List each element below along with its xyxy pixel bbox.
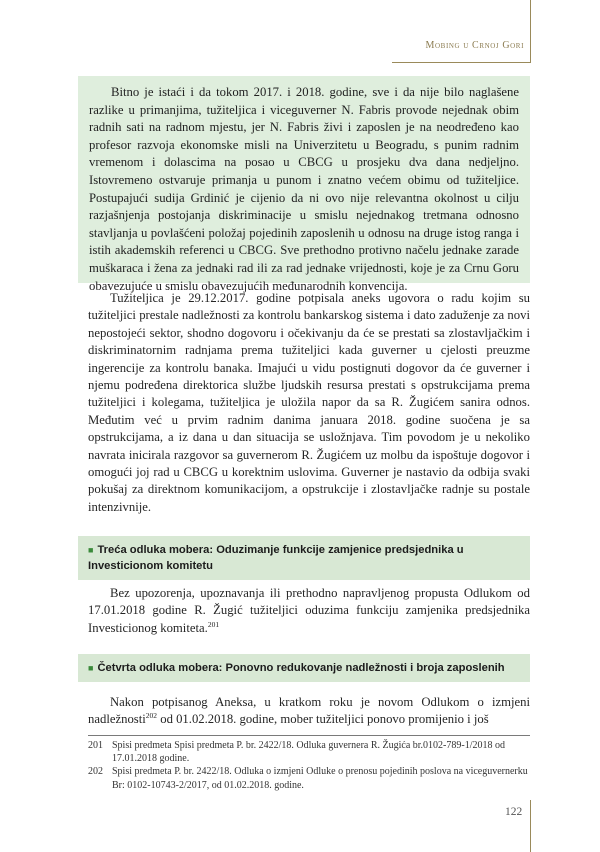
body-paragraph-2 xyxy=(88,585,530,637)
footnote-text: Spisi predmeta P. br. 2422/18. Odluka o izmjeni Odluke o prenosu pojedinih poslova na viceguvernerku Br: 0102-10743-2/2017, od 01.02.2018. godine. xyxy=(112,766,528,791)
running-header: Mobing u Crnoj Gori xyxy=(425,40,524,51)
footnotes xyxy=(88,739,530,792)
boxed-paragraph: Bitno je istaći i da tokom 2017. i 2018. godine, sve i da nije bilo naglašene razlike u primanjima, tužiteljica i viceguverner N. Fabris provode nejednak obim radnih sati na radnom mjestu, jer N. Fabris živi i zaposlen je na neodređeno kao profesor razvoja ekonomske misli na Univerzitetu u Beogradu, s punim radnim vremenom i dolascima na posao u CBCG u prosjeku dva dana nedjeljno. Istovremeno ostvaruje primanja u punom i znatno većem obimu od tužiteljice. Postupajući sudija Grdinić je cijenio da ni ovo nije relevantna okolnost u cilju razjašnjenja postojanja diskriminacije u smislu nejednakog tretmana odnosno stavljanja u povlašćeni položaj pojedinih zaposlenih u odnosu na druge istog ranga i istih akademskih referenci u CBCG. Sve prethodno protivno načelu jednake zarade muškaraca i žena za jednaki rad ili za rad jednake vrijednosti, koje je za Crnu Goru obavezujuće u smislu obavezujućih međunarodnih konvencija. xyxy=(89,85,519,293)
footnote xyxy=(88,765,530,791)
section-heading-3 xyxy=(78,536,530,580)
header-rule-vertical xyxy=(530,0,531,62)
section-heading-4 xyxy=(78,654,530,682)
footnote-ref-202[interactable]: 202 xyxy=(145,711,158,721)
body-paragraph-3-text-a: Nakon potpisanog Aneksa, u kratkom roku je novom Odlukom o izmjeni nadležnosti xyxy=(88,695,530,727)
highlight-box xyxy=(78,76,530,293)
footnote xyxy=(88,739,530,765)
section-heading-3-text: Treća odluka mobera: Oduzimanje funkcije zamjenice predsjednika u Investicionom komitetu xyxy=(88,544,464,572)
body-paragraph-1-container xyxy=(88,290,530,516)
body-paragraph-2-text: Bez upozorenja, upoznavanja ili prethodno napravljenog propusta Odlukom od 17.01.2018 godine R. Žugić tužiteljici oduzima funkciju zamjenika predsjednika Investicionog komiteta. xyxy=(88,586,530,635)
body-paragraph-2-container xyxy=(88,585,530,637)
footnote-divider xyxy=(88,735,530,736)
section-heading-4-text: Četvrta odluka mobera: Ponovno redukovanje nadležnosti i broja zaposlenih xyxy=(97,662,505,674)
footnote-number: 201 xyxy=(88,740,103,751)
body-paragraph-1: Tužiteljica je 29.12.2017. godine potpisala aneks ugovora o radu kojim su tužiteljici prestale nadležnosti za kontrolu bankarskog sistema i dato zaduženje za novi nepostojeći sektor, shodno dogovoru i očekivanju da će se prestati sa zlostavljačkim i diskriminatornim radnjama prema tužiteljici kada guverner u cjelosti preuzme ingerencije za kontrolu banaka. Imajući u vidu postignuti dogovor da će guverner i njemu podređena direktorica službe ljudskih resursa prestati s opstrukcijama prema tužiteljici i kolegama, tužiteljica je uložila napor da sa R. Žugićem sanira odnos. Međutim već u prvim radnim danima januara 2018. godine suočena je sa opstrukcijama, a iz dana u dan situacija se usložnjava. Tim povodom je u nekoliko navrata inicirala razgovor sa guvernerom R. Žugićem uz molbu da ispoštuje dogovor i omogući joj rad u CBCG u korektnim uslovima. Guverner je nastavio da odbija svaki pokušaj za direktnom komunikacijom, a opstrukcije i zlostavljačke radnje su postale intenzivnije. xyxy=(88,291,530,514)
footnote-ref-201[interactable]: 201 xyxy=(207,619,220,629)
page-number: 122 xyxy=(505,806,523,818)
square-bullet-icon: ■ xyxy=(88,545,94,555)
body-paragraph-3-text-b: od 01.02.2018. godine, mober tužiteljici ponovo promijenio i još xyxy=(157,712,489,727)
footnote-text: Spisi predmeta Spisi predmeta P. br. 2422/18. Odluka guvernera R. Žugića br.0102-789-1/2018 od 17.01.2018 godine. xyxy=(112,740,505,765)
square-bullet-icon: ■ xyxy=(88,663,94,673)
body-paragraph-3 xyxy=(88,694,530,729)
page-number-rule xyxy=(530,800,531,852)
body-paragraph-3-container xyxy=(88,694,530,729)
header-rule-horizontal xyxy=(392,62,531,63)
footnote-number: 202 xyxy=(88,766,103,778)
